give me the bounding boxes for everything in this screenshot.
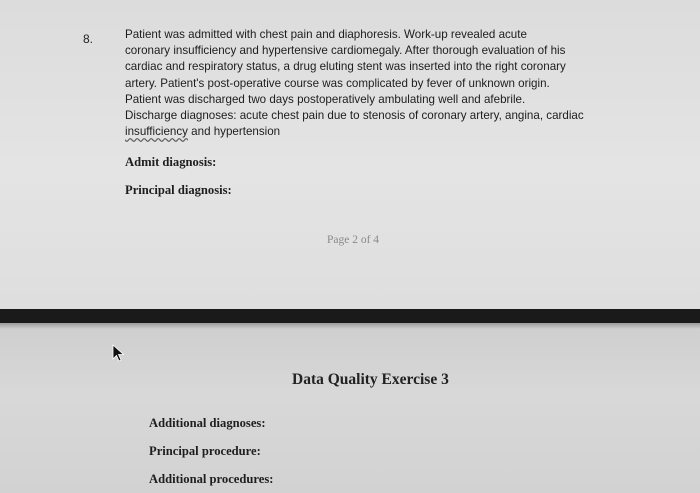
- page-divider: [0, 309, 700, 323]
- paragraph-line: Patient was discharged two days postoperatively ambulating well and afebrile.: [125, 92, 526, 106]
- principal-diagnosis-label: Principal diagnosis:: [125, 183, 232, 197]
- page-bottom: [0, 329, 700, 493]
- paragraph-line: artery. Patient's post-operative course was complicated by fever of unknown origin.: [125, 76, 550, 90]
- additional-diagnoses-label: Additional diagnoses:: [149, 416, 266, 430]
- paragraph-line-rest: and hypertension: [187, 125, 281, 139]
- additional-procedures-label: Additional procedures:: [149, 472, 274, 486]
- question-paragraph: [125, 27, 655, 140]
- paragraph-line: cardiac and respiratory status, a drug eluting stent was inserted into the right coronary: [125, 60, 566, 74]
- paragraph-line: coronary insufficiency and hypertensive cardiomegaly. After thorough evaluation of his: [125, 44, 566, 58]
- paragraph-last-line: [125, 124, 655, 140]
- paragraph-line: Discharge diagnoses: acute chest pain due to stenosis of coronary artery, angina, cardiac: [125, 109, 584, 123]
- admit-diagnosis-label: Admit diagnosis:: [125, 155, 217, 169]
- mouse-cursor-icon: [112, 344, 126, 362]
- exercise-title: Data Quality Exercise 3: [292, 371, 449, 388]
- question-number: 8.: [83, 32, 94, 46]
- page-footer: Page 2 of 4: [327, 234, 380, 246]
- paragraph-line: Patient was admitted with chest pain and diaphoresis. Work-up revealed acute: [125, 28, 527, 41]
- spellcheck-word: insufficiency: [125, 125, 188, 139]
- principal-procedure-label: Principal procedure:: [149, 444, 261, 458]
